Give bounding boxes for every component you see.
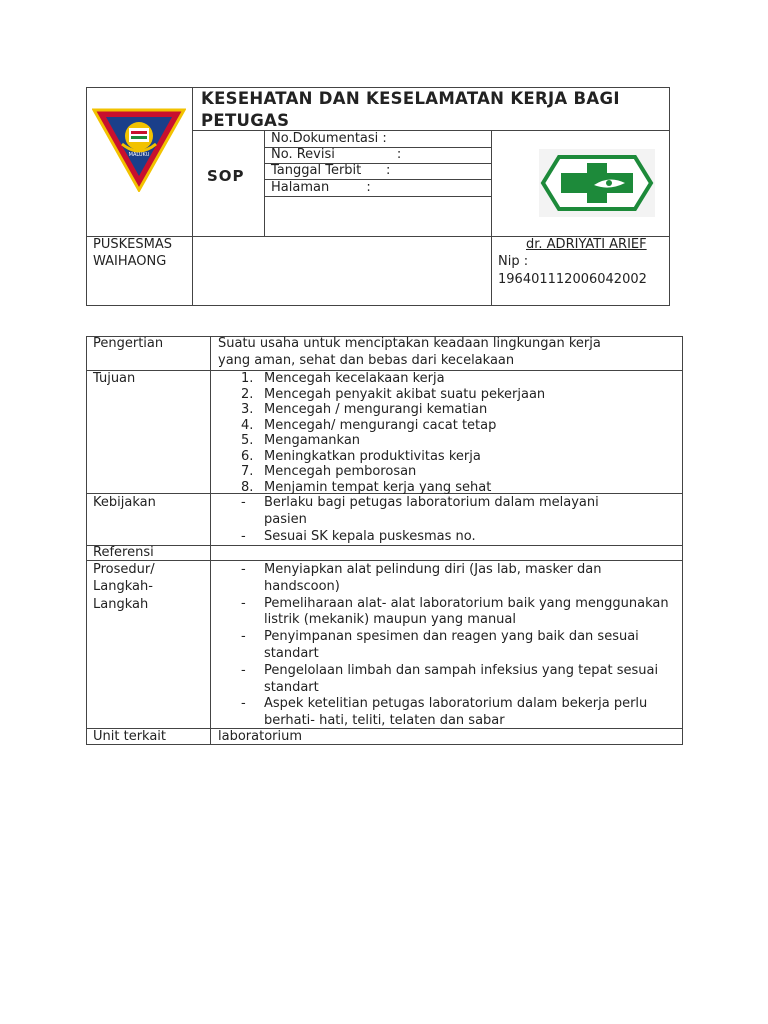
list-item: 3. Mencegah / mengurangi kematian [241, 402, 488, 417]
list-item: 6. Meningkatkan produktivitas kerja [241, 448, 481, 464]
doc-field-page: Halaman : [271, 180, 371, 195]
prosedur-list [212, 562, 678, 730]
unit-terkait-label: Unit terkait [93, 729, 167, 744]
unit-terkait-value: laboratorium [218, 729, 303, 744]
list-item: - Menyiapkan alat pelindung diri (Jas lab, masker dan handscoon) [241, 562, 602, 594]
institution-name-2: WAIHAONG [93, 254, 167, 269]
list-item: - Pengelolaan limbah dan sampah infeksius yang tepat sesuai standart [241, 662, 659, 695]
puskesmas-logo [539, 149, 655, 217]
list-item: - Pemeliharaan alat- alat laboratorium baik yang menggunakan listrik (mekanik) maupun yang manual [241, 595, 669, 628]
pengertian-text-2: yang aman, sehat dan bebas dari kecelakaan [218, 353, 515, 368]
list-item: 8. Menjamin tempat kerja yang sehat [241, 479, 492, 495]
regional-emblem [92, 104, 186, 192]
prosedur-label-1: Prosedur/ [93, 562, 155, 577]
doc-field-issue-date: Tanggal Terbit : [271, 163, 391, 178]
list-item: 2. Mencegah penyakit akibat suatu pekerjaan [241, 386, 546, 402]
pengertian-label: Pengertian [93, 336, 164, 351]
prosedur-label-3: Langkah [93, 597, 149, 612]
referensi-label: Referensi [93, 545, 154, 560]
nip-value: 196401112006042002 [498, 272, 647, 287]
signer-name: dr. ADRIYATI ARIEF [526, 237, 647, 252]
list-item: - Sesuai SK kepala puskesmas no. [241, 528, 476, 544]
document-title: KESEHATAN DAN KESELAMATAN KERJA BAGI PETUGAS [201, 89, 620, 130]
sop-label: SOP [207, 167, 245, 185]
pengertian-text-1: Suatu usaha untuk menciptakan keadaan lingkungan kerja [218, 336, 601, 351]
prosedur-label-2: Langkah- [93, 579, 153, 594]
tujuan-label: Tujuan [93, 371, 136, 386]
kebijakan-label: Kebijakan [93, 495, 156, 510]
kebijakan-list [212, 495, 632, 545]
doc-field-number: No.Dokumentasi : [271, 131, 387, 146]
tujuan-list [212, 371, 680, 495]
svg-text:MALUKU: MALUKU [128, 152, 150, 158]
list-item: 7. Mencegah pemborosan [241, 464, 417, 479]
list-item: - Penyimpanan spesimen dan reagen yang baik dan sesuai standart [241, 629, 639, 661]
list-item: - Berlaku bagi petugas laboratorium dalam melayani pasien [241, 495, 599, 527]
nip-label: Nip : [498, 254, 529, 269]
list-item: - Aspek ketelitian petugas laboratorium dalam bekerja perlu berhati- hati, teliti, telaten dan sabar [241, 696, 648, 729]
doc-field-revision: No. Revisi : [271, 147, 402, 162]
list-item: 5. Mengamankan [241, 433, 361, 448]
institution-name-1: PUSKESMAS [93, 237, 172, 252]
list-item: 1. Mencegah kecelakaan kerja [241, 371, 445, 386]
list-item: 4. Mencegah/ mengurangi cacat tetap [241, 417, 497, 433]
